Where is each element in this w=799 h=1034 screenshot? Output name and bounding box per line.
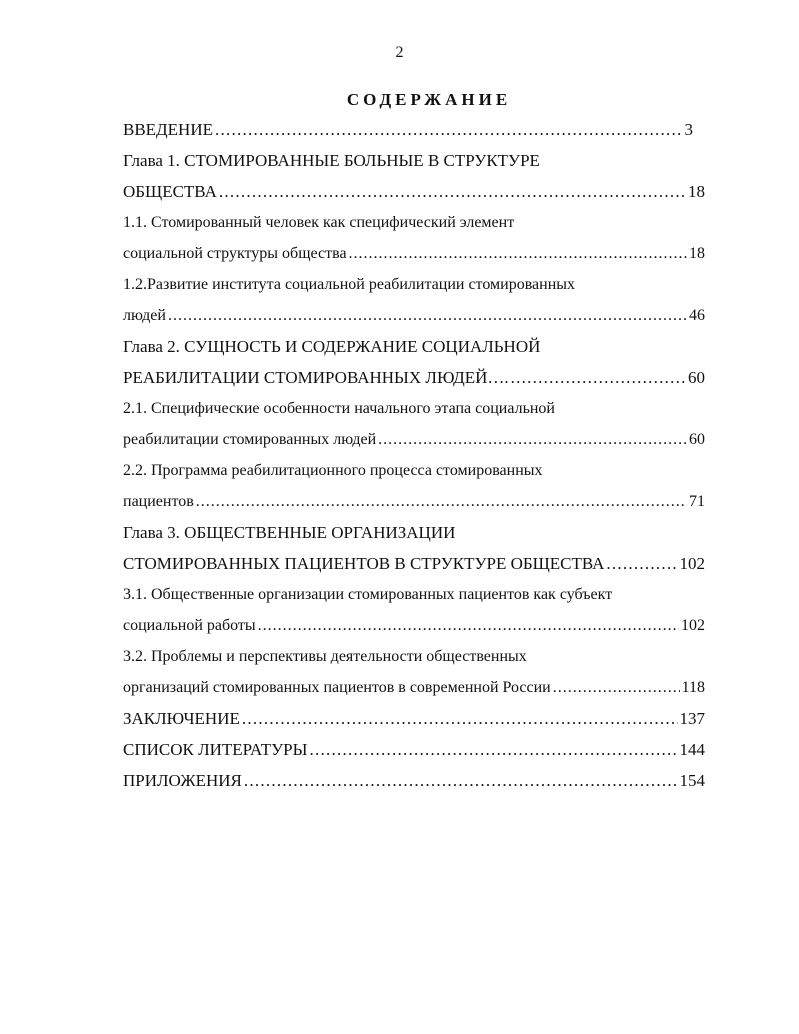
toc-entry-section-1-1-line-1 bbox=[123, 207, 705, 238]
toc-entry-page: 118 bbox=[681, 679, 705, 696]
toc-entry-page: 102 bbox=[679, 554, 705, 573]
toc-entry-title: 3.2. Проблемы и перспективы деятельности общественных bbox=[123, 648, 527, 665]
toc-entry-title: 2.1. Специфические особенности начального этапа социальной bbox=[123, 400, 555, 417]
dot-leader bbox=[349, 238, 687, 269]
toc-entry-title: РЕАБИЛИТАЦИИ СТОМИРОВАННЫХ ЛЮДЕЙ…. bbox=[123, 368, 509, 387]
toc-entry-page: 71 bbox=[689, 493, 705, 510]
toc-entry-section-1-2-line-2 bbox=[123, 300, 705, 331]
toc-entry-title: ОБЩЕСТВА bbox=[123, 182, 217, 201]
toc-entry-page: 137 bbox=[679, 709, 705, 728]
toc-entry-title: пациентов bbox=[123, 493, 194, 510]
toc-entry-section-3-2-line-1 bbox=[123, 641, 705, 672]
dot-leader bbox=[309, 734, 677, 765]
toc-entry-section-1-2-line-1 bbox=[123, 269, 705, 300]
toc-title: СОДЕРЖАНИЕ bbox=[346, 90, 512, 109]
toc-entry-section-3-2-line-2 bbox=[123, 672, 705, 703]
toc-entry-page: 60 bbox=[689, 431, 705, 448]
toc-entry-bibliography bbox=[123, 734, 705, 765]
toc-entry-chapter-2-line-1 bbox=[123, 331, 705, 362]
toc-entry-section-2-2-line-2 bbox=[123, 486, 705, 517]
toc-entry-section-2-2-line-1 bbox=[123, 455, 705, 486]
toc-entry-title: социальной структуры общества bbox=[123, 245, 347, 262]
toc-entry-title: ЗАКЛЮЧЕНИЕ bbox=[123, 709, 240, 728]
toc-entry-title: Глава 2. СУЩНОСТЬ И СОДЕРЖАНИЕ СОЦИАЛЬНОЙ bbox=[123, 337, 541, 356]
dot-leader bbox=[196, 486, 687, 517]
toc-entry-section-1-1-line-2 bbox=[123, 238, 705, 269]
dot-leader bbox=[168, 300, 687, 331]
toc-entry-section-2-1-line-1 bbox=[123, 393, 705, 424]
dot-leader bbox=[258, 610, 679, 641]
dot-leader bbox=[215, 114, 683, 145]
toc-entry-chapter-1-line-1 bbox=[123, 145, 705, 176]
dot-leader bbox=[378, 424, 687, 455]
toc-entry-conclusion bbox=[123, 703, 705, 734]
toc-entry-chapter-1-line-2 bbox=[123, 176, 705, 207]
toc-entry-title: 2.2. Программа реабилитационного процесса стомированных bbox=[123, 462, 543, 479]
toc-entry-title: СТОМИРОВАННЫХ ПАЦИЕНТОВ В СТРУКТУРЕ ОБЩЕСТВА bbox=[123, 554, 605, 573]
toc-entry-title: реабилитации стомированных людей bbox=[123, 431, 377, 448]
toc-entry-title: СПИСОК ЛИТЕРАТУРЫ bbox=[123, 740, 308, 759]
toc-entry-title: 1.1. Стомированный человек как специфический элемент bbox=[123, 214, 515, 231]
toc-entry-title: ВВЕДЕНИЕ bbox=[123, 120, 213, 139]
toc-entry-page: 46 bbox=[689, 307, 705, 324]
toc-entry-title: людей bbox=[123, 307, 166, 324]
toc-entry-section-3-1-line-2 bbox=[123, 610, 705, 641]
table-of-contents bbox=[123, 114, 705, 796]
page-number: 2 bbox=[395, 44, 404, 61]
toc-entry-page: 102 bbox=[681, 617, 705, 634]
toc-entry-section-3-1-line-1 bbox=[123, 579, 705, 610]
dot-leader bbox=[244, 765, 678, 796]
dot-leader bbox=[511, 362, 686, 393]
toc-entry-title: социальной работы bbox=[123, 617, 256, 634]
dot-leader bbox=[242, 703, 678, 734]
toc-entry-page: 18 bbox=[688, 182, 705, 201]
toc-entry-chapter-2-line-2 bbox=[123, 362, 705, 393]
toc-entry-title: организаций стомированных пациентов в современной России bbox=[123, 679, 551, 696]
toc-entry-title: ПРИЛОЖЕНИЯ bbox=[123, 771, 242, 790]
dot-leader bbox=[606, 548, 677, 579]
dot-leader bbox=[553, 672, 680, 703]
toc-entry-title: 3.1. Общественные организации стомированных пациентов как субъект bbox=[123, 586, 613, 603]
toc-entry-page: 144 bbox=[679, 740, 705, 759]
toc-entry-page: 3 bbox=[684, 120, 693, 139]
toc-entry-page: 18 bbox=[689, 245, 705, 262]
toc-entry-page: 60 bbox=[688, 368, 705, 387]
toc-entry-introduction bbox=[123, 114, 705, 145]
toc-entry-title: Глава 3. ОБЩЕСТВЕННЫЕ ОРГАНИЗАЦИИ bbox=[123, 523, 456, 542]
dot-leader bbox=[219, 176, 686, 207]
toc-entry-title: 1.2.Развитие института социальной реабилитации стомированных bbox=[123, 276, 576, 293]
toc-entry-section-2-1-line-2 bbox=[123, 424, 705, 455]
toc-entry-title: Глава 1. СТОМИРОВАННЫЕ БОЛЬНЫЕ В СТРУКТУРЕ bbox=[123, 151, 540, 170]
toc-entry-appendices bbox=[123, 765, 705, 796]
toc-entry-page: 154 bbox=[679, 771, 705, 790]
toc-entry-chapter-3-line-2 bbox=[123, 548, 705, 579]
toc-entry-chapter-3-line-1 bbox=[123, 517, 705, 548]
